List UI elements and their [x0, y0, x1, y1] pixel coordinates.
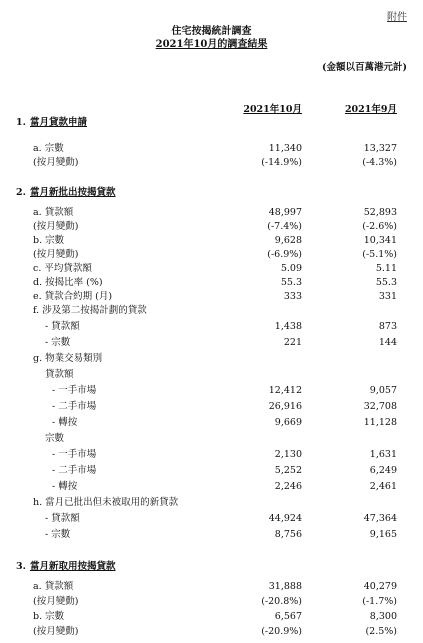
row-label: g. 物業交易類別	[33, 353, 103, 364]
table-row	[0, 336, 423, 350]
value-oct: (-20.9%)	[261, 626, 302, 637]
row-label: - 二手市場	[52, 401, 97, 412]
table-row	[0, 384, 423, 398]
table-row	[0, 304, 423, 318]
value-oct: 12,412	[268, 385, 302, 396]
value-oct: 5.09	[280, 263, 302, 274]
value-oct: 221	[283, 337, 302, 348]
row-label: b. 宗數	[33, 235, 65, 246]
table-row	[0, 276, 423, 290]
page-subtitle: 2021年10月的調查結果	[155, 39, 268, 50]
section-number: 3.	[16, 561, 26, 572]
row-label: - 轉按	[52, 481, 78, 492]
value-sep: 8,300	[369, 611, 397, 622]
table-row	[0, 262, 423, 276]
table-row	[0, 156, 423, 170]
value-sep: 331	[378, 291, 397, 302]
table-row	[0, 580, 423, 594]
row-label: d. 按揭比率 (%)	[33, 277, 103, 288]
row-label: a. 貸款額	[33, 581, 74, 592]
row-label: 宗數	[45, 433, 65, 444]
table-row	[0, 234, 423, 248]
value-oct: (-20.8%)	[261, 596, 302, 607]
table-row	[0, 528, 423, 542]
value-oct: 2,246	[274, 481, 302, 492]
table-row	[0, 625, 423, 639]
value-sep: 55.3	[375, 277, 397, 288]
row-label: f. 涉及第二按揭計劃的貸款	[33, 305, 147, 316]
value-oct: 11,340	[268, 143, 302, 154]
table-row	[0, 512, 423, 526]
row-label: - 轉按	[52, 417, 78, 428]
value-oct: 1,438	[274, 321, 302, 332]
row-label: - 二手市場	[52, 465, 97, 476]
row-label: 貸款額	[45, 369, 74, 380]
row-label: (按月變動)	[33, 596, 79, 607]
table-row	[0, 496, 423, 510]
value-sep: 47,364	[363, 513, 397, 524]
table-row	[0, 142, 423, 156]
value-oct: 26,916	[268, 401, 302, 412]
value-sep: 873	[378, 321, 397, 332]
section-number: 1.	[16, 117, 26, 128]
table-row	[0, 416, 423, 430]
value-oct: 333	[283, 291, 302, 302]
table-row	[0, 595, 423, 609]
value-sep: 40,279	[363, 581, 397, 592]
value-sep: 9,057	[369, 385, 397, 396]
value-sep: 2,461	[369, 481, 397, 492]
section-title	[30, 186, 116, 200]
row-label: e. 貸款合約期 (月)	[33, 291, 113, 302]
row-label: a. 宗數	[33, 143, 64, 154]
value-oct: 55.3	[280, 277, 302, 288]
row-label: - 宗數	[45, 529, 71, 540]
value-sep: 11,128	[363, 417, 397, 428]
section-title	[30, 560, 116, 574]
page-title: 住宅按揭統計調查	[171, 26, 252, 37]
table-row	[0, 464, 423, 478]
section-heading	[0, 186, 423, 200]
row-label: (按月變動)	[33, 157, 79, 168]
value-oct: (-14.9%)	[261, 157, 302, 168]
value-sep: 13,327	[363, 143, 397, 154]
value-oct: 9,669	[274, 417, 302, 428]
section-title-text: 當月新批出按揭貸款	[30, 187, 116, 198]
value-sep: 144	[378, 337, 397, 348]
table-row	[0, 448, 423, 462]
value-oct: 6,567	[274, 611, 302, 622]
table-row	[0, 480, 423, 494]
value-sep: (-4.3%)	[362, 157, 397, 168]
row-label: c. 平均貸款額	[33, 263, 92, 274]
table-row	[0, 400, 423, 414]
table-row	[0, 220, 423, 234]
row-label: (按月變動)	[33, 221, 79, 232]
value-sep: 10,341	[363, 235, 397, 246]
value-oct: 9,628	[274, 235, 302, 246]
row-label: - 貸款額	[45, 321, 80, 332]
section-title-text: 當月新取用按揭貸款	[30, 561, 116, 572]
section-heading	[0, 560, 423, 574]
row-label: (按月變動)	[33, 626, 79, 637]
section-number: 2.	[16, 187, 26, 198]
value-sep: 5.11	[375, 263, 397, 274]
value-oct: (-6.9%)	[267, 249, 302, 260]
row-label: a. 貸款額	[33, 207, 74, 218]
section-title-text: 當月貸款申請	[30, 117, 88, 128]
value-sep: (-1.7%)	[362, 596, 397, 607]
value-sep: (-5.1%)	[362, 249, 397, 260]
value-oct: 8,756	[274, 529, 302, 540]
table-row	[0, 432, 423, 446]
value-sep: 32,708	[363, 401, 397, 412]
value-oct: 31,888	[268, 581, 302, 592]
column-header-oct: 2021年10月	[243, 104, 302, 115]
table-row	[0, 368, 423, 382]
table-row	[0, 206, 423, 220]
row-label: - 一手市場	[52, 449, 97, 460]
value-sep: 1,631	[369, 449, 397, 460]
value-oct: 5,252	[274, 465, 302, 476]
column-header-sep: 2021年9月	[344, 104, 397, 115]
table-row	[0, 290, 423, 304]
table-row	[0, 610, 423, 624]
row-label: - 貸款額	[45, 513, 80, 524]
row-label: - 宗數	[45, 337, 71, 348]
table-row	[0, 352, 423, 366]
value-sep: 9,165	[369, 529, 397, 540]
row-label: b. 宗數	[33, 611, 65, 622]
value-oct: 44,924	[268, 513, 302, 524]
value-oct: 48,997	[268, 207, 302, 218]
row-label: (按月變動)	[33, 249, 79, 260]
value-sep: (-2.6%)	[362, 221, 397, 232]
value-sep: 6,249	[369, 465, 397, 476]
row-label: h. 當月已批出但未被取用的新貸款	[33, 497, 179, 508]
value-sep: (2.5%)	[365, 626, 397, 637]
annex-label: 附件	[387, 12, 407, 23]
table-row	[0, 248, 423, 262]
value-oct: (-7.4%)	[267, 221, 302, 232]
value-oct: 2,130	[274, 449, 302, 460]
unit-note: (金額以百萬港元計)	[322, 62, 407, 73]
table-row	[0, 320, 423, 334]
section-title	[30, 116, 87, 130]
section-heading	[0, 116, 423, 130]
row-label: - 一手市場	[52, 385, 97, 396]
value-sep: 52,893	[363, 207, 397, 218]
